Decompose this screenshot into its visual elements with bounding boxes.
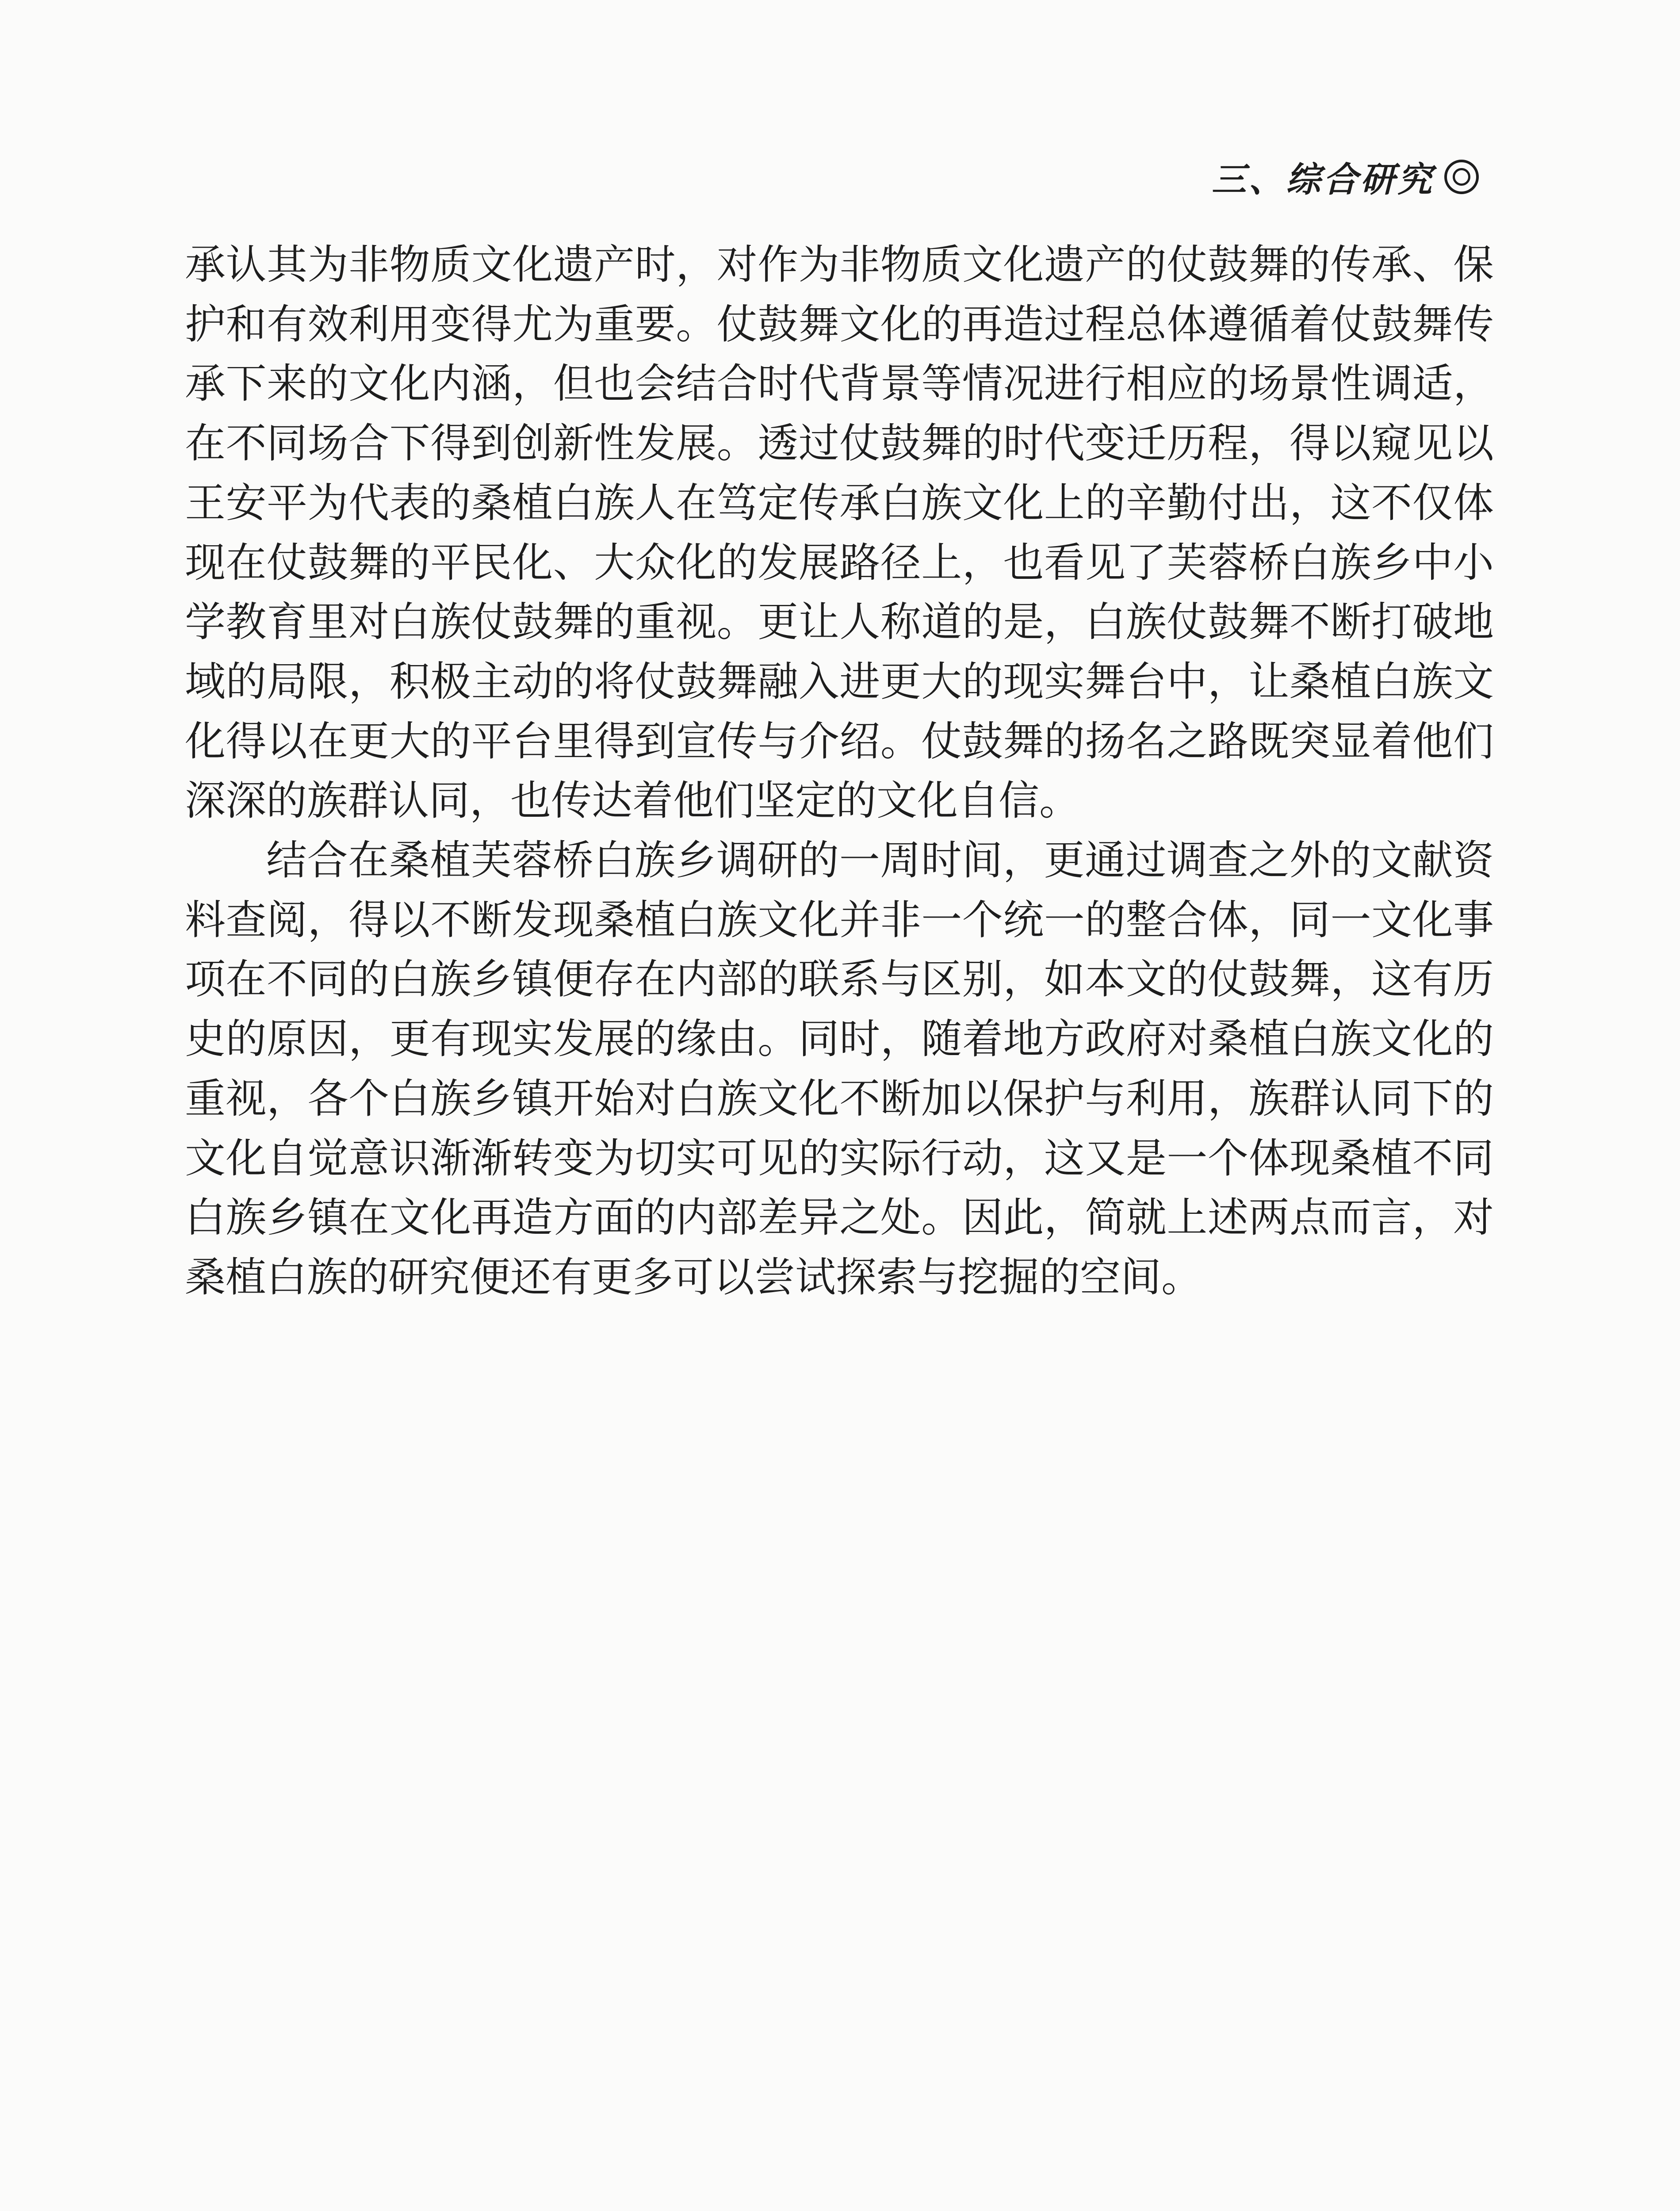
body-text: [185, 235, 1494, 1308]
paragraph: 结合在桑植芙蓉桥白族乡调研的一周时间，更通过调查之外的文献资料查阅，得以不断发现桑植白族文化并非一个统一的整合体，同一文化事项在不同的白族乡镇便存在内部的联系与区别，如本文的仗鼓舞，这有历史的原因，更有现实发展的缘由。同时，随着地方政府对桑植白族文化的重视，各个白族乡镇开始对白族文化不断加以保护与利用，族群认同下的文化自觉意识渐渐转变为切实可见的实际行动，这又是一个体现桑植不同白族乡镇在文化再造方面的内部差异之处。因此，简就上述两点而言，对桑植白族的研究便还有更多可以尝试探索与挖掘的空间。: [185, 837, 1494, 1301]
running-header-title: 三、综合研究: [1211, 160, 1435, 200]
paragraph-continued: 承认其为非物质文化遗产时，对作为非物质文化遗产的仗鼓舞的传承、保护和有效利用变得尤为重要。仗鼓舞文化的再造过程总体遵循着仗鼓舞传承下来的文化内涵，但也会结合时代背景等情况进行相应的场景性调适，在不同场合下得到创新性发展。透过仗鼓舞的时代变迁历程，得以窥见以王安平为代表的桑植白族人在笃定传承白族文化上的辛勤付出，这不仅体现在仗鼓舞的平民化、大众化的发展路径上，也看见了芙蓉桥白族乡中小学教育里对白族仗鼓舞的重视。更让人称道的是，白族仗鼓舞不断打破地域的局限，积极主动的将仗鼓舞融入进更大的现实舞台中，让桑植白族文化得以在更大的平台里得到宣传与介绍。仗鼓舞的扬名之路既突显着他们深深的族群认同，也传达着他们坚定的文化自信。: [185, 241, 1494, 825]
double-circle-icon: [1444, 160, 1479, 194]
running-header: [1212, 153, 1479, 201]
